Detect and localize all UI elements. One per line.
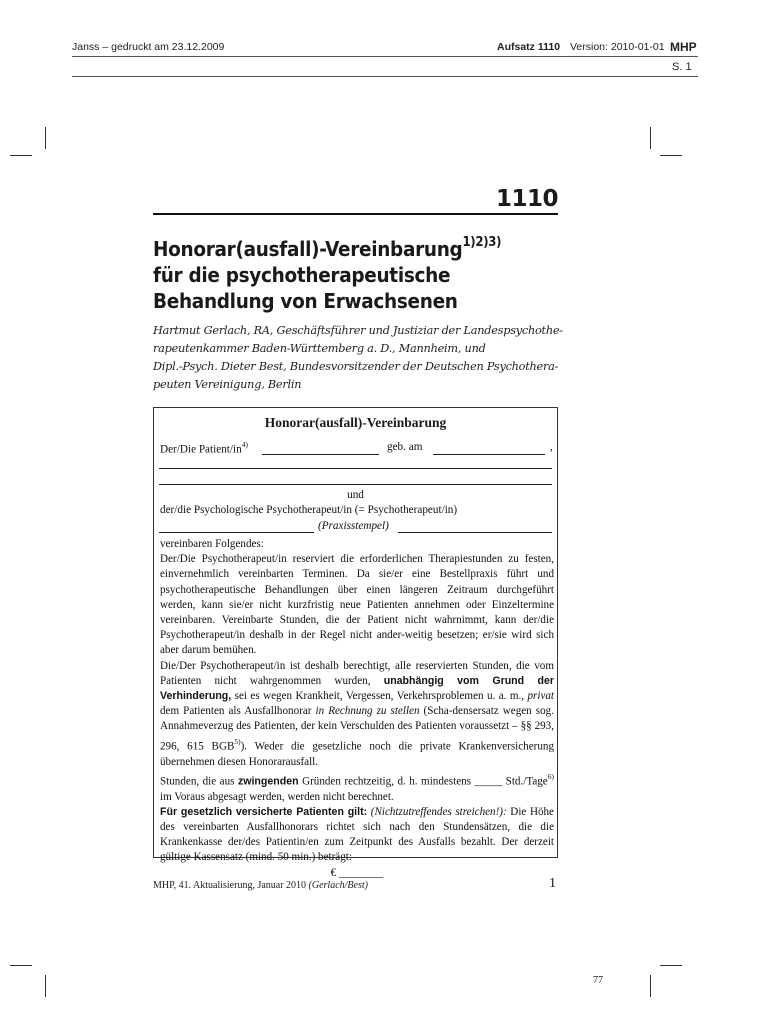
crop-mark <box>660 155 682 156</box>
born-label: geb. am <box>387 441 423 453</box>
crop-mark <box>45 975 46 997</box>
agreement-form-box <box>153 407 558 879</box>
section-number: 1110 <box>495 186 558 212</box>
therapist-label: der/die Psychologische Psychotherapeut/in (= Psychotherapeut/in) <box>160 504 458 516</box>
stamp-label: (Praxisstempel) <box>318 520 389 532</box>
stamp-line-left[interactable] <box>159 532 314 533</box>
paragraph-statutory: Für gesetzlich versicherte Patienten gilt: (Nichtzutreffendes streichen!): Die Höhe des vereinbarten Ausfallhonorars richtet sich nach den Stundensätzen, die die Krankenkasse der/des Patientin/en zum Zeitpunkt des Ausfalls bezahlt. Der derzeit gültige Kassensatz (mind. 50 min.) beträgt: <box>160 805 554 864</box>
euro-amount-field[interactable]: € ________ <box>330 866 384 879</box>
document-title: Honorar(ausfall)-Vereinbarung$^{1)2)3)}$ für die psychotherapeutische Behandlung von Erwachsenen <box>153 235 502 313</box>
crop-mark <box>45 127 46 149</box>
crop-mark <box>10 965 32 966</box>
bottom-page-number: 77 <box>593 975 603 986</box>
header-journal: MHP <box>670 40 697 54</box>
authors-block: Hartmut Gerlach, RA, Geschäftsführer und Justiziar der Landespsychothe- rapeutenkammer Baden-Württemberg a. D., Mannheim, und Dipl.-Psych. Dieter Best, Bundesvorsitzender der Deutschen Psychothera- peuten Vereinigung, Berlin <box>153 324 563 391</box>
comma: , <box>550 441 553 453</box>
crop-mark <box>650 127 651 149</box>
header-rule <box>72 56 698 57</box>
footer-text: MHP, 41. Aktualisierung, Januar 2010 (Gerlach/Best) <box>153 880 368 891</box>
form-title: Honorar(ausfall)-Vereinbarung <box>264 415 447 430</box>
address-line-2[interactable] <box>159 484 552 485</box>
crop-mark <box>650 975 651 997</box>
header-article: Aufsatz 1110 <box>497 41 561 53</box>
header-left-text: Janss – gedruckt am 23.12.2009 <box>72 41 225 53</box>
address-line-1[interactable] <box>159 468 552 469</box>
title-rule <box>153 213 558 215</box>
paragraph-cancellation: Stunden, die aus zwingenden Gründen rechtzeitig, d. h. mindestens _____ Std./Tage$^{6)}$ im Voraus abgesagt werden, werden nicht berechnet. <box>160 771 554 803</box>
header-rule-2 <box>72 76 698 77</box>
paragraph-reservation: Der/Die Psychotherapeut/in reserviert die erforderlichen Therapiestunden zu festen, einvernehmlich vereinbarten Terminen. Da sie/er eine Bestellpraxis führt und psychotherapeutische Behandlungen über einen längeren Zeitraum durchgeführt werden, kann sie/er nicht kurzfristig neue Patienten annehmen oder Einzeltermine vereinbaren. Vereinbarte Stunden, die der Patient nicht wahrnimmt, kann der/die Psychotherapeut/in deshalb in der Regel nicht ander-weitig besetzen; er/sie wird sich aber darum bemühen. <box>160 553 554 657</box>
patient-name-field[interactable] <box>262 454 379 455</box>
paragraph-billing: Die/Der Psychotherapeut/in ist deshalb berechtigt, alle reservierten Stunden, die vom Patienten nicht wahrgenommen wurden, unabhängig vom Grund der Verhinderung, sei es wegen Krankheit, Vergessen, Verkehrsproblemen u. a. m., privat dem Patienten als Ausfallhonorar in Rechnung zu stellen (Scha-densersatz wegen sog. Annahmeverzug des Patienten, der kein Verschulden des Patienten voraussetzt – §§ 293, 296, 615 BGB$^{5)}$). Weder die gesetzliche noch die private Krankenversicherung übernehmen diesen Honorarausfall. <box>160 659 554 768</box>
header-version: Version: 2010-01-01 <box>570 41 665 53</box>
patient-label: Der/Die Patient/$in^{4)}$ <box>160 440 248 456</box>
crop-mark <box>10 155 32 156</box>
and-text: und <box>347 489 364 501</box>
stamp-line-right[interactable] <box>398 532 552 533</box>
agreement-text: vereinbaren Folgendes: Der/Die Psychotherapeut/in reserviert die erforderlichen Therapiestunden zu festen, einvernehmlich vereinbarten Terminen. Da sie/er eine Bestellpraxis führt und psychotherapeutische Behandlungen über einen längeren Zeitraum durchgeführt werden, kann sie/er nicht kurzfristig neue Patienten annehmen oder Einzeltermine vereinbaren. Vereinbarte Stunden, die der Patient nicht wahrnimmt, kann der/die Psychotherapeut/in deshalb in der Regel nicht ander-weitig besetzen; er/sie wird sich aber darum bemühen. Die/Der Psychotherapeut/in ist deshalb berechtigt, alle reservierten Stunden, die vom Patienten nicht wahrgenommen wurden, unabhängig vom Grund der Verhinderung, sei es wegen Krankheit, Vergessen, Verkehrsproblemen u. a. m., privat dem Patienten als Ausfallhonorar in Rechnung zu stellen (Scha-densersatz wegen sog. Annahmeverzug des Patienten, der kein Verschulden des Patienten voraussetzt – §§ 293, 296, 615 BGB$^{5)}$). Weder die gesetzliche noch die private Krankenversicherung übernehmen diesen Honorarausfall. Stunden, die aus zwingenden Gründen rechtzeitig, d. h. mindestens _____ Std./Tage$^{6)}$ im Voraus abgesagt werden, werden nicht berechnet. Für gesetzlich versicherte Patienten gilt: (Nichtzutreffendes streichen!): Die Höhe des vereinbarten Ausfallhonorars richtet sich nach den Stundensätzen, die die Krankenkasse der/des Patientin/en zum Zeitpunkt des Ausfalls bezahlt. Der derzeit gültige Kassensatz (mind. 50 min.) beträgt: € ________ <box>160 537 554 881</box>
page-number: 1 <box>549 876 556 891</box>
birthdate-field[interactable] <box>433 454 545 455</box>
header-page: S. 1 <box>672 61 692 73</box>
crop-mark <box>660 965 682 966</box>
